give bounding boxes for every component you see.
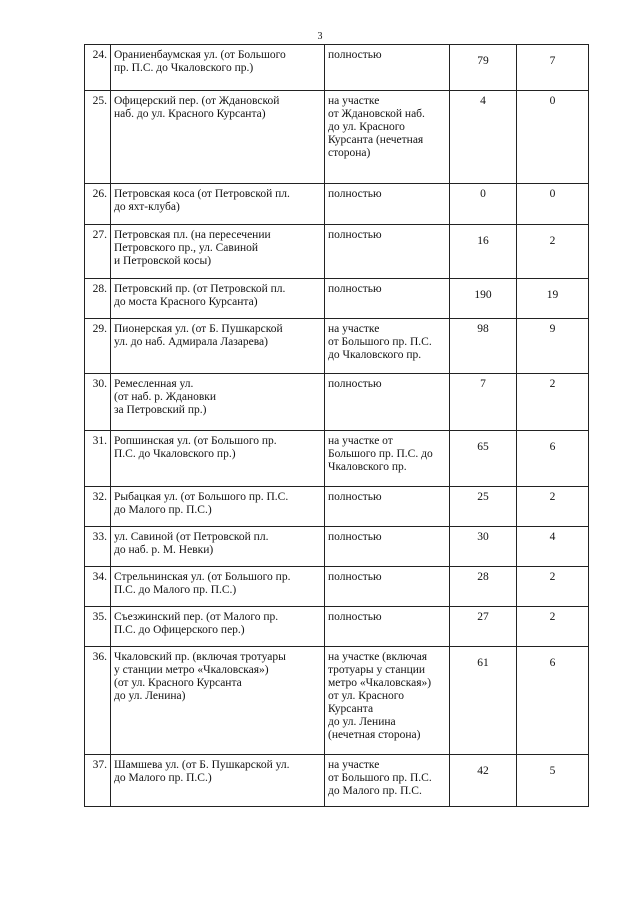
street-line: Рыбацкая ул. (от Большого пр. П.С. [114,491,289,503]
street-line: до наб. р. М. Невки) [114,544,214,556]
street-line: Стрельнинская ул. (от Большого пр. [114,571,291,583]
extent-line: на участке от [328,435,393,447]
value-b-cell: 7 [517,45,589,91]
row-number: 37. [85,755,111,807]
row-number: 26. [85,184,111,225]
value-b-cell: 2 [517,567,589,607]
street-line: Пионерская ул. (от Б. Пушкарской [114,323,283,335]
street-line: Шамшева ул. (от Б. Пушкарской ул. [114,759,290,771]
value-a-cell: 4 [450,91,517,184]
street-line: и Петровской косы) [114,255,212,267]
value-b-cell: 6 [517,431,589,487]
row-number: 31. [85,431,111,487]
extent-line: на участке (включая [328,651,428,663]
street-line: Офицерский пер. (от Ждановской [114,95,280,107]
extent-line: от ул. Красного [328,690,404,702]
street-line: Петровского пр., ул. Савиной [114,242,259,254]
street-line: ул. Савиной (от Петровской пл. [114,531,269,543]
row-number: 32. [85,487,111,527]
extent-line: Большого пр. П.С. до [328,448,433,460]
value-b-cell: 19 [517,279,589,319]
extent-cell [325,527,450,567]
street-cell [111,527,325,567]
value-a-cell: 16 [450,225,517,279]
extent-cell [325,647,450,755]
value-b-cell: 2 [517,225,589,279]
extent-cell [325,607,450,647]
street-line: наб. до ул. Красного Курсанта) [114,108,266,120]
row-number: 33. [85,527,111,567]
extent-line: полностью [328,49,382,61]
extent-cell [325,225,450,279]
table-row [85,91,589,184]
extent-line: до Малого пр. П.С. [328,785,422,797]
extent-line: Чкаловского пр. [328,461,407,473]
street-line: (от наб. р. Ждановки [114,391,217,403]
extent-line: полностью [328,611,382,623]
extent-line: Курсанта (нечетная [328,134,424,146]
street-line: Петровская коса (от Петровской пл. [114,188,290,200]
extent-line: от Ждановской наб. [328,108,425,120]
value-a-cell: 98 [450,319,517,374]
extent-line: до ул. Красного [328,121,405,133]
value-a-cell: 61 [450,647,517,755]
street-line: Съезжинский пер. (от Малого пр. [114,611,279,623]
street-cell [111,755,325,807]
street-line: П.С. до Чкаловского пр.) [114,448,236,460]
extent-line: от Большого пр. П.С. [328,336,432,348]
street-cell [111,567,325,607]
streets-table [84,44,589,807]
table-row [85,487,589,527]
value-a-cell: 7 [450,374,517,431]
row-number: 34. [85,567,111,607]
row-number: 29. [85,319,111,374]
value-b-cell: 2 [517,487,589,527]
street-line: Петровская пл. (на пересечении [114,229,271,241]
value-a-cell: 30 [450,527,517,567]
extent-line: полностью [328,188,382,200]
extent-cell [325,487,450,527]
extent-cell [325,45,450,91]
value-a-cell: 79 [450,45,517,91]
street-line: до яхт-клуба) [114,201,180,213]
extent-line: метро «Чкаловская») [328,677,432,689]
street-line: Ропшинская ул. (от Большого пр. [114,435,277,447]
extent-cell [325,374,450,431]
table-row [85,567,589,607]
street-line: до ул. Ленина) [114,690,186,702]
street-line: Чкаловский пр. (включая тротуары [114,651,286,663]
table-row [85,319,589,374]
extent-line: до Чкаловского пр. [328,349,422,361]
street-line: П.С. до Малого пр. П.С.) [114,584,237,596]
table-row [85,607,589,647]
value-b-cell: 2 [517,374,589,431]
value-b-cell: 0 [517,184,589,225]
street-line: Петровский пр. (от Петровской пл. [114,283,286,295]
row-number: 25. [85,91,111,184]
street-line: П.С. до Офицерского пер.) [114,624,245,636]
extent-cell [325,91,450,184]
street-cell [111,487,325,527]
extent-line: полностью [328,531,382,543]
row-number: 24. [85,45,111,91]
table-row [85,527,589,567]
streets-table-body [85,45,589,807]
street-line: Ремесленная ул. [114,378,194,390]
row-number: 30. [85,374,111,431]
value-b-cell: 0 [517,91,589,184]
street-cell [111,319,325,374]
table-row [85,647,589,755]
value-a-cell: 0 [450,184,517,225]
value-b-cell: 2 [517,607,589,647]
street-cell [111,184,325,225]
street-cell [111,279,325,319]
extent-line: до ул. Ленина [328,716,396,728]
value-b-cell: 6 [517,647,589,755]
street-line: у станции метро «Чкаловская») [114,664,269,676]
row-number: 35. [85,607,111,647]
extent-line: на участке [328,95,380,107]
extent-line: полностью [328,378,382,390]
extent-line: (нечетная сторона) [328,729,421,741]
value-a-cell: 28 [450,567,517,607]
extent-line: сторона) [328,147,371,159]
street-line: (от ул. Красного Курсанта [114,677,242,689]
row-number: 28. [85,279,111,319]
table-row [85,755,589,807]
value-b-cell: 4 [517,527,589,567]
table-row [85,225,589,279]
extent-line: тротуары у станции [328,664,426,676]
value-b-cell: 9 [517,319,589,374]
extent-cell [325,319,450,374]
extent-line: полностью [328,283,382,295]
extent-line: Курсанта [328,703,374,715]
extent-cell [325,567,450,607]
table-row [85,279,589,319]
street-line: пр. П.С. до Чкаловского пр.) [114,62,254,74]
row-number: 36. [85,647,111,755]
street-cell [111,647,325,755]
street-line: ул. до наб. Адмирала Лазарева) [114,336,268,348]
street-cell [111,45,325,91]
table-row [85,184,589,225]
street-line: до Малого пр. П.С.) [114,504,212,516]
street-line: за Петровский пр.) [114,404,207,416]
extent-cell [325,755,450,807]
value-a-cell: 25 [450,487,517,527]
table-row [85,45,589,91]
value-b-cell: 5 [517,755,589,807]
page-number: 3 [317,31,323,42]
extent-cell [325,184,450,225]
extent-line: полностью [328,571,382,583]
street-cell [111,225,325,279]
extent-line: полностью [328,491,382,503]
extent-cell [325,279,450,319]
table-row [85,374,589,431]
value-a-cell: 65 [450,431,517,487]
value-a-cell: 27 [450,607,517,647]
value-a-cell: 190 [450,279,517,319]
row-number: 27. [85,225,111,279]
extent-line: от Большого пр. П.С. [328,772,432,784]
extent-line: полностью [328,229,382,241]
extent-line: на участке [328,323,380,335]
street-line: до Малого пр. П.С.) [114,772,212,784]
table-row [85,431,589,487]
value-a-cell: 42 [450,755,517,807]
street-cell [111,431,325,487]
street-line: Ораниенбаумская ул. (от Большого [114,49,286,61]
extent-cell [325,431,450,487]
street-cell [111,607,325,647]
extent-line: на участке [328,759,380,771]
street-cell [111,374,325,431]
street-line: до моста Красного Курсанта) [114,296,258,308]
street-cell [111,91,325,184]
